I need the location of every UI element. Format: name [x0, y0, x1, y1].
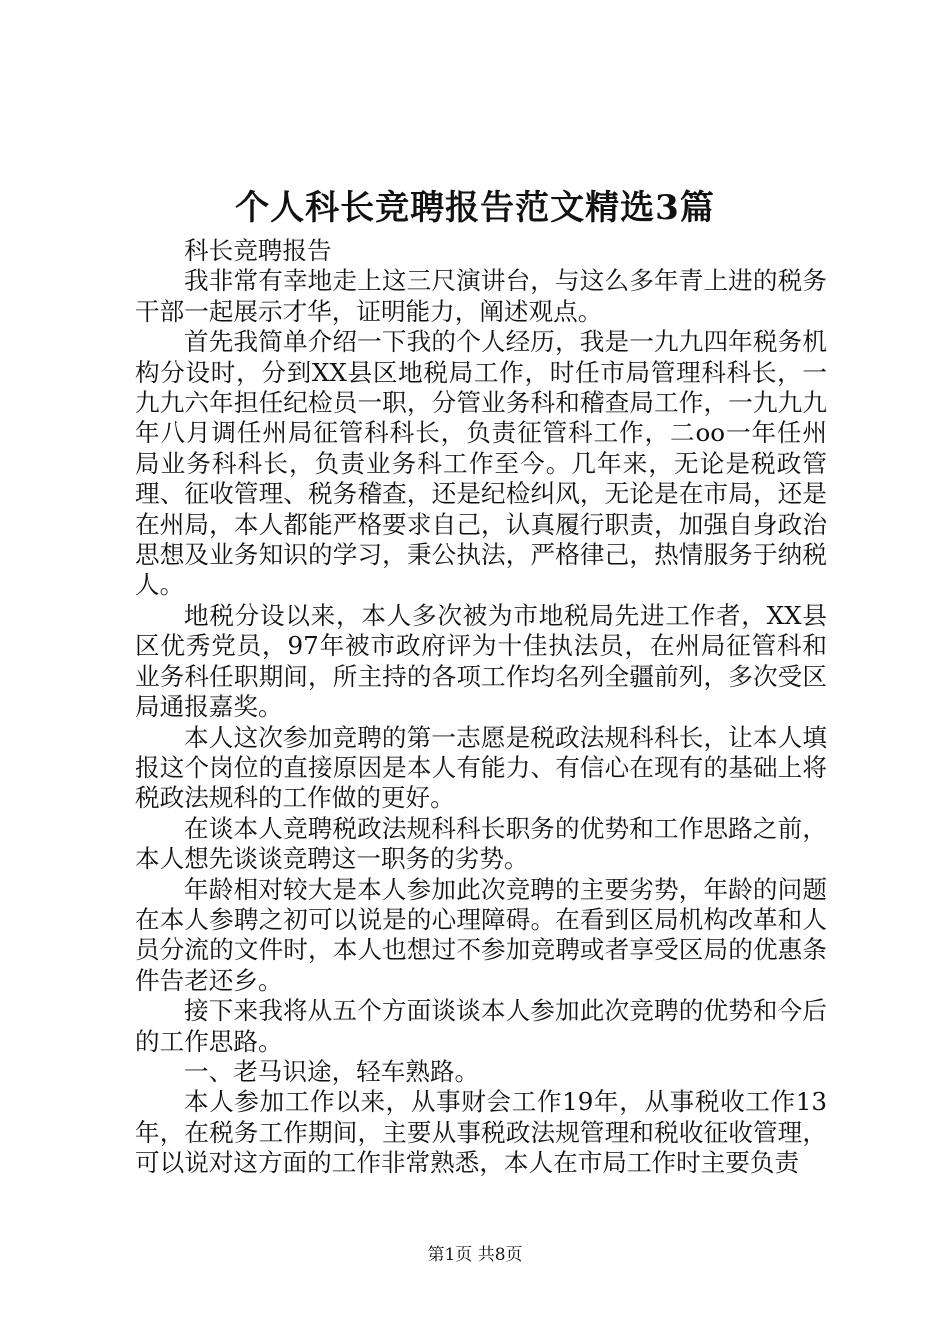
paragraph: 一、老马识途，轻车熟路。 — [184, 1056, 480, 1086]
paragraph: 在谈本人竞聘税政法规科科长职务的优势和工作思路之前，本人想先谈谈竞聘这一职务的劣势。 — [135, 813, 827, 874]
page-footer: 第1页 共8页 — [427, 1245, 523, 1265]
paragraph: 接下来我将从五个方面谈谈本人参加此次竞聘的优势和今后的工作思路。 — [135, 996, 827, 1056]
paragraph: 科长竞聘报告 — [184, 236, 332, 265]
document-title: 个人科长竞聘报告范文精选3篇 — [235, 188, 715, 228]
paragraph: 本人这次参加竞聘的第一志愿是税政法规科科长，让本人填报这个岗位的直接原因是本人有能力、有信心在现有的基础上将税政法规科的工作做的更好。 — [135, 722, 827, 813]
paragraph: 我非常有幸地走上这三尺演讲台，与这么多年青上进的税务干部一起展示才华，证明能力，阐述观点。 — [135, 266, 827, 326]
paragraph: 地税分设以来，本人多次被为市地税局先进工作者，XX县区优秀党员，97年被市政府评为十佳执法员，在州局征管科和业务科任职期间，所主持的各项工作均名列全疆前列，多次受区局通报嘉奖。 — [135, 600, 827, 722]
paragraph: 年龄相对较大是本人参加此次竞聘的主要劣势，年龄的问题在本人参聘之初可以说是的心理障碍。在看到区局机构改革和人员分流的文件时，本人也想过不参加竞聘或者享受区局的优惠条件告老还乡。 — [135, 874, 827, 995]
paragraph: 本人参加工作以来，从事财会工作19年，从事税收工作13年，在税务工作期间，主要从事税政法规管理和税收征收管理，可以说对这方面的工作非常熟悉，本人在市局工作时主要负责 — [135, 1087, 827, 1178]
paragraph: 首先我简单介绍一下我的个人经历，我是一九九四年税务机构分设时，分到XX县区地税局工作，时任市局管理科科长，一九九六年担任纪检员一职，分管业务科和稽查局工作，一九九九年八月调任州局征管科科长，负责征管科工作，二oo一年任州局业务科科长，负责业务科工作至今。几年来，无论是税政管理、征收管理、税务稽查，还是纪检纠风，无论是在市局，还是在州局，本人都能严格要求自己，认真履行职责，加强自身政治思想及业务知识的学习，秉公执法，严格律己，热情服务于纳税人。 — [135, 327, 827, 600]
document-body — [135, 236, 827, 1179]
